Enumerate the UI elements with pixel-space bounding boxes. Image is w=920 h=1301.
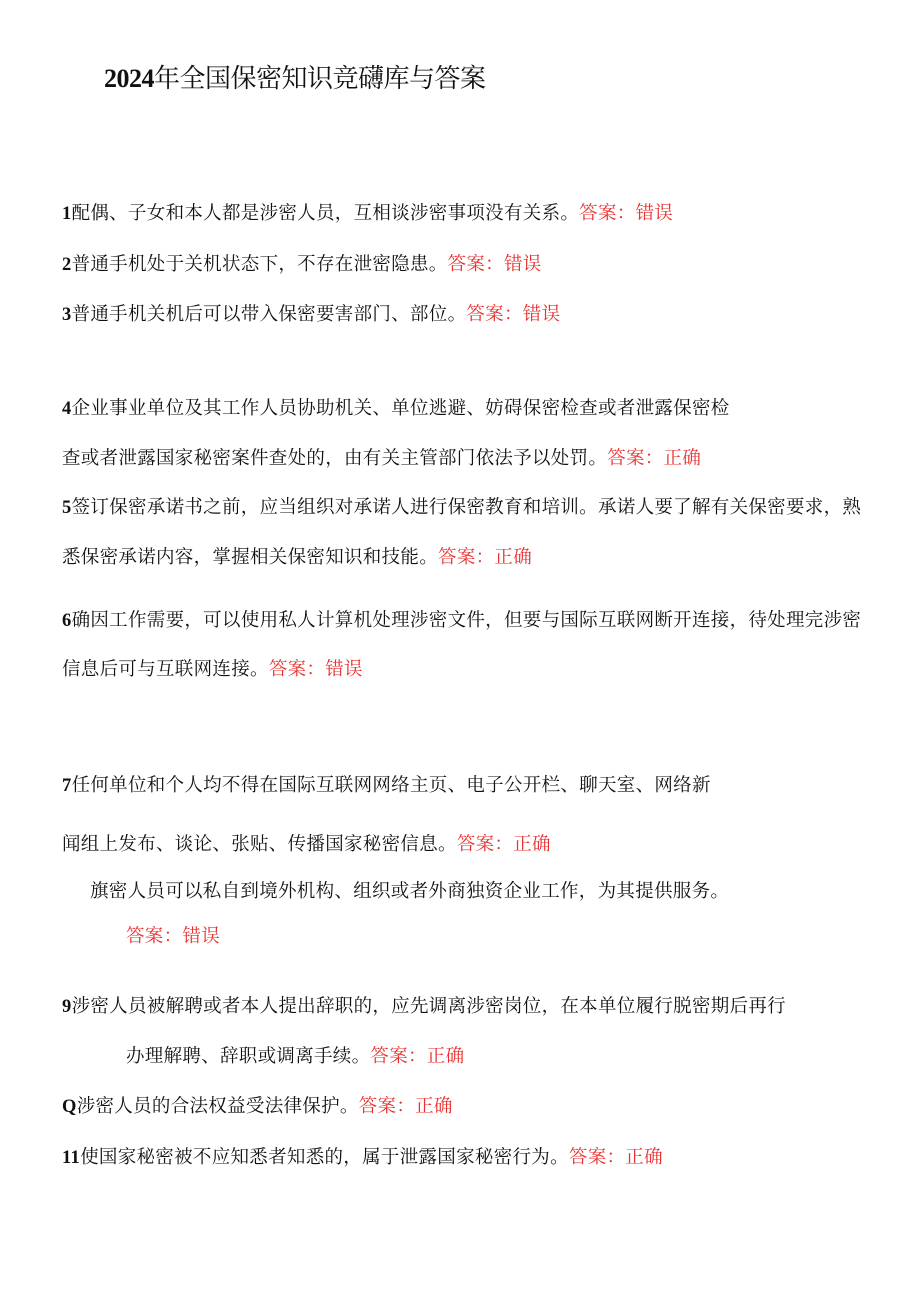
title-text: 年全国保密知识竞礴库与答案	[154, 64, 486, 94]
question-9-continued	[126, 1045, 464, 1069]
answer-label: 答案：正确	[358, 1096, 453, 1117]
question-4-continued	[62, 447, 701, 471]
answer-label: 答案：正确	[438, 547, 533, 568]
answer-label: 答案：错误	[447, 254, 542, 275]
question-text: 普通手机处于关机状态下，不存在泄密隐患。	[71, 254, 448, 275]
question-text: 旗密人员可以私自到境外机构、组织或者外商独资企业工作，为其提供服务。	[90, 881, 730, 902]
question-3	[62, 303, 560, 327]
question-1	[62, 202, 673, 226]
question-5-continued	[62, 546, 532, 570]
question-text: 企业事业单位及其工作人员协助机关、单位逃避、妨碍保密检查或者泄露保密检	[71, 398, 730, 419]
title-year: 2024	[104, 64, 154, 93]
question-text: 签订保密承诺书之前，应当组织对承诺人进行保密教育和培训。承诺人要了解有关保密要求，熟	[71, 497, 862, 518]
question-text: 任何单位和个人均不得在国际互联网网络主页、电子公开栏、聊天室、网络新	[71, 775, 711, 796]
answer-label: 答案：正确	[568, 1147, 663, 1168]
question-2	[62, 253, 542, 277]
question-number: 1	[62, 204, 72, 224]
question-number: 9	[62, 997, 72, 1017]
answer-label: 答案：错误	[126, 926, 221, 947]
answer-label: 答案：正确	[370, 1046, 465, 1067]
document-title	[104, 58, 486, 95]
question-text: 确因工作需要，可以使用私人计算机处理涉密文件，但要与国际互联网断开连接，待处理完涉密	[71, 610, 862, 631]
answer-label: 答案：错误	[466, 304, 561, 325]
question-text: 涉密人员的合法权益受法律保护。	[76, 1096, 359, 1117]
question-text-continued: 办理解聘、辞职或调离手续。	[126, 1046, 371, 1067]
question-5	[62, 496, 861, 520]
question-text-continued: 查或者泄露国家秘密案件查处的，由有关主管部门依法予以处罚。	[62, 448, 608, 469]
question-text-continued: 信息后可与互联网连接。	[62, 659, 269, 680]
question-6-continued	[62, 658, 363, 682]
question-text-continued: 闻组上发布、谈论、张贴、传播国家秘密信息。	[62, 834, 457, 855]
question-text: 涉密人员被解聘或者本人提出辞职的，应先调离涉密岗位，在本单位履行脱密期后再行	[71, 996, 786, 1017]
question-number: 6	[62, 611, 72, 631]
answer-label: 答案：错误	[268, 659, 363, 680]
question-number: 4	[62, 399, 72, 419]
question-number: Q	[62, 1097, 77, 1117]
question-number: 7	[62, 776, 72, 796]
answer-label: 答案：正确	[607, 448, 702, 469]
question-number: 2	[62, 255, 72, 275]
question-7	[62, 774, 711, 798]
question-11	[62, 1146, 663, 1170]
question-text-continued: 悉保密承诺内容，掌握相关保密知识和技能。	[62, 547, 439, 568]
question-number: 5	[62, 498, 72, 518]
question-9	[62, 995, 786, 1019]
question-text: 配偶、子女和本人都是涉密人员，互相谈涉密事项没有关系。	[71, 203, 580, 224]
question-8-answer	[126, 925, 220, 949]
question-10	[62, 1095, 453, 1119]
question-7-continued	[62, 833, 551, 857]
question-number: 11	[62, 1148, 81, 1168]
question-text: 使国家秘密被不应知悉者知悉的，属于泄露国家秘密行为。	[80, 1147, 569, 1168]
question-6	[62, 609, 861, 633]
answer-label: 答案：正确	[456, 834, 551, 855]
question-number: 3	[62, 305, 72, 325]
answer-label: 答案：错误	[579, 203, 674, 224]
question-4	[62, 397, 730, 421]
question-text: 普通手机关机后可以带入保密要害部门、部位。	[71, 304, 467, 325]
question-8	[90, 880, 729, 904]
